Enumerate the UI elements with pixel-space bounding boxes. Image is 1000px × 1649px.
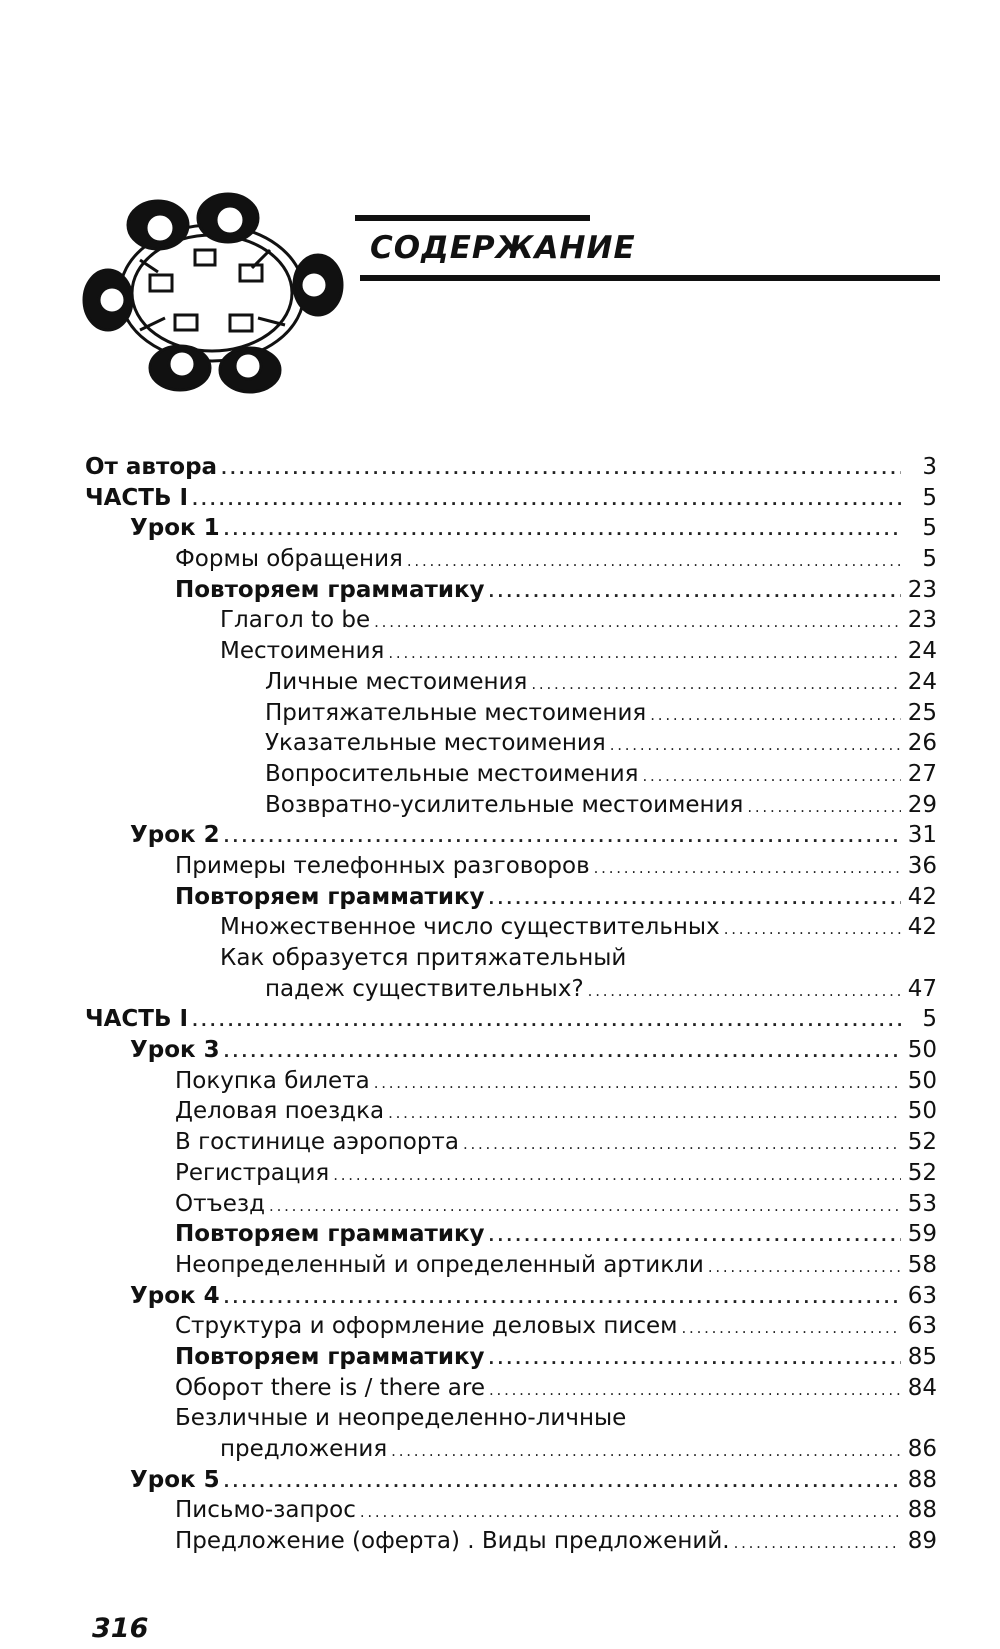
toc-entry-title: Повторяем грамматику: [175, 883, 485, 910]
dot-leader: [734, 1528, 901, 1559]
toc-entry-title: От автора: [85, 454, 218, 480]
toc-entry: [85, 1311, 937, 1342]
toc-entry-page: 31: [907, 822, 937, 849]
toc-entry: [85, 1127, 937, 1158]
toc-entry: [85, 1066, 937, 1097]
toc-entry-page: 25: [907, 699, 937, 726]
toc-entry: [85, 1035, 937, 1066]
toc-entry: [85, 728, 937, 759]
toc-entry-page: 63: [907, 1282, 937, 1309]
toc-entry-title: Урок 5: [130, 1466, 220, 1493]
dot-leader: [489, 1221, 901, 1252]
toc-entry-page: 36: [907, 852, 937, 879]
toc-entry-title: Множественное число существительных: [220, 914, 720, 941]
toc-entry-title: Как образуется притяжательный: [220, 945, 627, 971]
toc-entry-title: Повторяем грамматику: [175, 1343, 485, 1370]
toc-entry: [85, 759, 937, 790]
toc-entry: [85, 1373, 937, 1404]
dot-leader: [724, 914, 901, 945]
toc-entry-page: 42: [907, 883, 937, 910]
toc-entry-page: 50: [907, 1067, 937, 1094]
toc-entry-page: 84: [907, 1374, 937, 1401]
toc-entry-page: 88: [907, 1466, 937, 1493]
toc-entry-title: ЧАСТЬ I: [85, 1006, 189, 1033]
toc-entry-title: Притяжательные местоимения: [265, 699, 647, 726]
toc-entry-page: 5: [922, 546, 937, 573]
toc-entry-title: Деловая поездка: [175, 1098, 385, 1125]
toc-entry-page: 59: [907, 1221, 937, 1248]
toc-entry-title: Отъезд: [175, 1190, 266, 1217]
toc-entry-title: Местоимения: [220, 638, 385, 665]
toc-entry: [85, 882, 937, 913]
toc-entry: [85, 605, 937, 636]
toc-entry-title: Повторяем грамматику: [175, 576, 485, 603]
toc-entry-page: 3: [922, 454, 937, 480]
dot-leader: [224, 1283, 901, 1314]
toc-entry: [85, 1004, 937, 1035]
toc-entry: [85, 1096, 937, 1127]
heading-rule-top: [355, 215, 590, 221]
dot-leader: [489, 1375, 901, 1406]
toc-entry: [85, 1465, 937, 1496]
toc-entry: [85, 1158, 937, 1189]
toc-entry-page: 24: [907, 638, 937, 665]
page-title: СОДЕРЖАНИЕ: [370, 230, 636, 266]
dot-leader: [489, 1344, 901, 1375]
dot-leader: [594, 853, 901, 884]
dot-leader: [643, 761, 901, 792]
toc-entry: [85, 1281, 937, 1312]
toc-entry: [85, 483, 937, 514]
toc-entry-title: Формы обращения: [175, 546, 403, 573]
toc-entry-title: Предложение (оферта) . Виды предложений.: [175, 1528, 730, 1555]
dot-leader: [708, 1252, 901, 1283]
toc-entry-title: Глагол to be: [220, 607, 371, 634]
dot-leader: [224, 822, 901, 853]
toc-entry-title: Структура и оформление деловых писем: [175, 1313, 678, 1340]
dot-leader: [407, 546, 901, 577]
toc-entry: [85, 513, 937, 544]
dot-leader: [489, 577, 901, 608]
dot-leader: [333, 1160, 901, 1191]
dot-leader: [489, 884, 901, 915]
toc-entry: [85, 452, 937, 483]
dot-leader: [388, 638, 901, 669]
dot-leader: [374, 1068, 901, 1099]
dot-leader: [531, 669, 901, 700]
toc-entry-page: 53: [907, 1190, 937, 1217]
toc-entry-title: Урок 3: [130, 1037, 220, 1064]
toc-entry: [85, 698, 937, 729]
toc-entry-page: 24: [907, 668, 937, 695]
toc-entry: [85, 575, 937, 606]
toc-entry: [85, 851, 937, 882]
toc-entry-page: 42: [907, 914, 937, 941]
toc-entry: [85, 1250, 937, 1281]
toc-entry-title: Безличные и неопределенно-личные: [175, 1405, 627, 1432]
dot-leader: [224, 515, 901, 546]
dot-leader: [391, 1436, 901, 1467]
dot-leader: [463, 1129, 901, 1160]
dot-leader: [650, 700, 901, 731]
toc-entry-page: 5: [922, 1006, 937, 1033]
toc-entry-title: Оборот there is / there are: [175, 1374, 485, 1401]
toc-entry: [85, 1189, 937, 1220]
toc-entry-title: Повторяем грамматику: [175, 1221, 485, 1248]
dot-leader: [221, 454, 901, 485]
toc-entry-page: 52: [907, 1159, 937, 1186]
toc-entry-title: предложения: [220, 1436, 388, 1462]
toc-entry-page: 50: [907, 1098, 937, 1125]
toc-entry: [85, 974, 937, 1005]
toc-entry: [85, 820, 937, 851]
toc-entry-page: 88: [907, 1497, 937, 1524]
dot-leader: [269, 1191, 901, 1222]
toc-entry: [85, 1526, 937, 1557]
dot-leader: [588, 976, 901, 1007]
toc-entry: [85, 636, 937, 667]
toc-entry: [85, 544, 937, 575]
toc-entry-page: 50: [907, 1037, 937, 1064]
toc-entry: [85, 1495, 937, 1526]
toc-entry: [85, 1434, 937, 1465]
toc-entry-page: 23: [907, 607, 937, 634]
toc-entry: [85, 790, 937, 821]
toc-entry-page: 89: [907, 1528, 937, 1555]
dot-leader: [610, 730, 901, 761]
toc-entry-title: Личные местоимения: [265, 668, 528, 695]
toc-entry-page: 27: [907, 760, 937, 787]
dot-leader: [192, 485, 901, 516]
heading-rule-bottom: [360, 275, 940, 281]
toc-entry-title: падеж существительных?: [265, 975, 584, 1002]
toc-entry-page: 26: [907, 730, 937, 757]
toc-entry-title: ЧАСТЬ I: [85, 484, 189, 511]
toc-entry-page: 29: [907, 791, 937, 818]
toc-entry-title: Возвратно-усилительные местоимения: [265, 791, 744, 818]
toc-entry: [85, 912, 937, 943]
toc-entry-title: В гостинице аэропорта: [175, 1129, 459, 1156]
toc-entry-page: 52: [907, 1129, 937, 1156]
dot-leader: [360, 1497, 901, 1528]
dot-leader: [747, 792, 901, 823]
dot-leader: [192, 1006, 901, 1037]
toc-entry-page: 5: [922, 515, 937, 542]
toc-entry-page: 58: [907, 1251, 937, 1278]
toc-entry-title: Вопросительные местоимения: [265, 760, 639, 787]
toc-entry-title: Урок 1: [130, 515, 220, 542]
toc-entry-title: Покупка билета: [175, 1067, 370, 1094]
toc-entry-page: 63: [907, 1313, 937, 1340]
table-of-contents: [85, 452, 937, 1557]
toc-entry-title: Регистрация: [175, 1159, 330, 1186]
toc-entry-title: Примеры телефонных разговоров: [175, 852, 590, 879]
page-number: 316: [92, 1613, 149, 1644]
toc-entry: [85, 1219, 937, 1250]
dot-leader: [224, 1467, 901, 1498]
toc-entry-title: Письмо-запрос: [175, 1497, 356, 1524]
toc-entry: [85, 1342, 937, 1373]
toc-entry-title: Неопределенный и определенный артикли: [175, 1251, 704, 1278]
toc-entry-title: Урок 2: [130, 822, 220, 849]
dot-leader: [374, 607, 901, 638]
toc-entry-page: 85: [907, 1343, 937, 1370]
toc-entry: [85, 1403, 937, 1434]
toc-entry-page: 23: [907, 576, 937, 603]
toc-entry: [85, 943, 937, 974]
toc-entry: [85, 667, 937, 698]
dot-leader: [224, 1037, 901, 1068]
toc-entry-title: Указательные местоимения: [265, 730, 606, 757]
dot-leader: [682, 1313, 902, 1344]
toc-entry-page: 86: [907, 1436, 937, 1462]
dot-leader: [388, 1098, 901, 1129]
meeting-table-illustration: [80, 190, 345, 395]
toc-entry-page: 5: [922, 484, 937, 511]
toc-entry-page: 47: [907, 975, 937, 1002]
toc-entry-title: Урок 4: [130, 1282, 220, 1309]
